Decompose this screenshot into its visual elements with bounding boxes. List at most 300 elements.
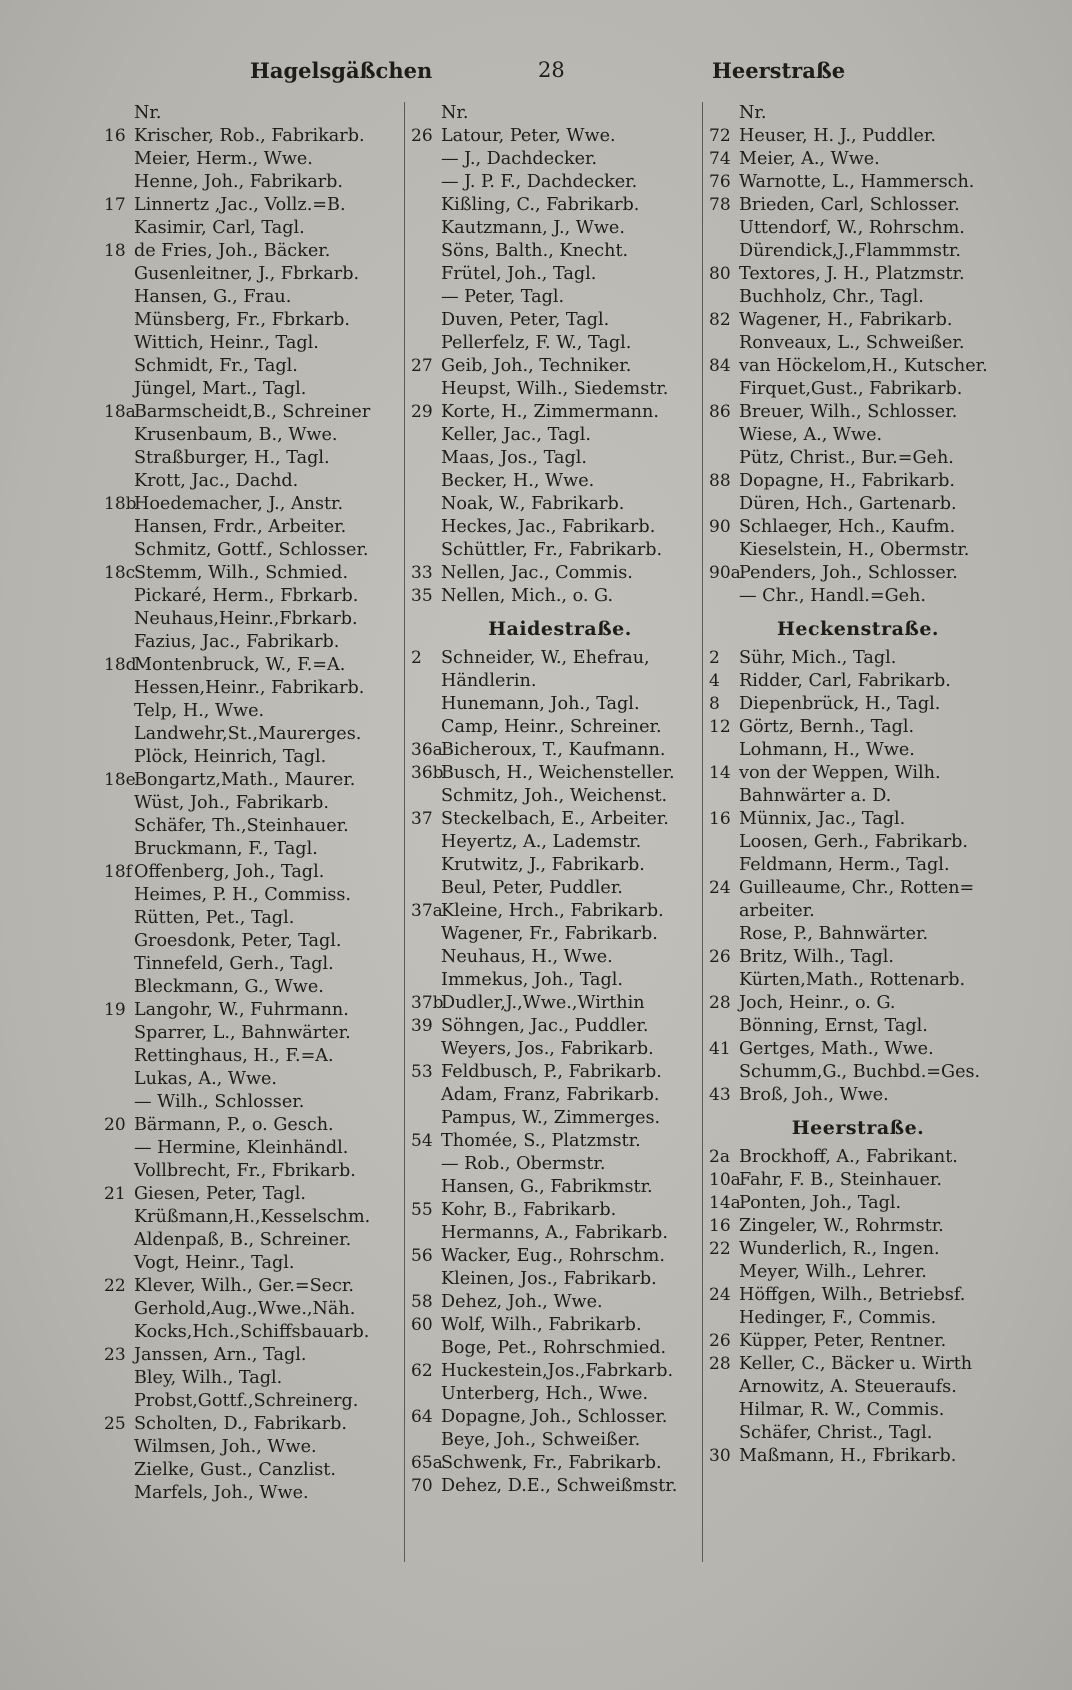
directory-entry bbox=[709, 762, 1007, 785]
resident-entry-text: — Wilh., Schlosser. bbox=[134, 1092, 305, 1112]
directory-entry bbox=[104, 1137, 404, 1160]
resident-entry-text: Schäfer, Christ., Tagl. bbox=[739, 1423, 933, 1443]
directory-entry bbox=[411, 470, 709, 493]
resident-entry-text: Küpper, Peter, Rentner. bbox=[739, 1331, 947, 1351]
directory-entry bbox=[709, 240, 1007, 263]
directory-entry bbox=[709, 670, 1007, 693]
resident-entry-text: Loosen, Gerh., Fabrikarb. bbox=[739, 832, 969, 852]
directory-entry bbox=[411, 923, 709, 946]
directory-entry bbox=[709, 355, 1007, 378]
resident-entry-text: Görtz, Bernh., Tagl. bbox=[739, 717, 915, 737]
directory-entry bbox=[411, 516, 709, 539]
resident-entry-text: Vollbrecht, Fr., Fbrikarb. bbox=[134, 1161, 356, 1181]
resident-entry-text: Wittich, Heinr., Tagl. bbox=[134, 333, 319, 353]
directory-entry bbox=[709, 1330, 1007, 1353]
directory-entry bbox=[709, 401, 1007, 424]
house-number: 39 bbox=[411, 1016, 433, 1036]
directory-entry bbox=[709, 1015, 1007, 1038]
resident-entry-text: Meier, Herm., Wwe. bbox=[134, 149, 313, 169]
house-number: 19 bbox=[104, 1000, 126, 1020]
directory-entry bbox=[411, 808, 709, 831]
resident-entry-text: Kißling, C., Fabrikarb. bbox=[441, 195, 640, 215]
directory-entry bbox=[104, 309, 404, 332]
resident-entry-text: Gertges, Math., Wwe. bbox=[739, 1039, 934, 1059]
resident-entry-text: — J., Dachdecker. bbox=[441, 149, 598, 169]
resident-entry-text: Bley, Wilh., Tagl. bbox=[134, 1368, 283, 1388]
resident-entry-text: Brockhoff, A., Fabrikant. bbox=[739, 1147, 958, 1167]
house-number: 30 bbox=[709, 1446, 731, 1466]
resident-entry-text: Langohr, W., Fuhrmann. bbox=[134, 1000, 349, 1020]
resident-entry-text: Feldmann, Herm., Tagl. bbox=[739, 855, 950, 875]
resident-entry-text: Söhngen, Jac., Puddler. bbox=[441, 1016, 649, 1036]
resident-entry-text: Wunderlich, R., Ingen. bbox=[739, 1239, 940, 1259]
resident-entry-text: Keller, Jac., Tagl. bbox=[441, 425, 591, 445]
house-number: 22 bbox=[709, 1239, 731, 1259]
house-number: 2a bbox=[709, 1147, 730, 1167]
directory-entry bbox=[709, 1238, 1007, 1261]
house-number: 4 bbox=[709, 671, 720, 691]
directory-entry bbox=[104, 1183, 404, 1206]
resident-entry-text: Söns, Balth., Knecht. bbox=[441, 241, 629, 261]
resident-entry-text: Schäfer, Th.,Steinhauer. bbox=[134, 816, 349, 836]
house-number: 74 bbox=[709, 149, 731, 169]
resident-entry-text: Groesdonk, Peter, Tagl. bbox=[134, 931, 342, 951]
resident-entry-text: Ronveaux, L., Schweißer. bbox=[739, 333, 965, 353]
column-1 bbox=[104, 102, 404, 1562]
resident-entry-text: Frütel, Joh., Tagl. bbox=[441, 264, 597, 284]
resident-entry-text: Kocks,Hch.,Schiffsbauarb. bbox=[134, 1322, 370, 1342]
directory-entry bbox=[104, 930, 404, 953]
resident-entry-text: Guilleaume, Chr., Rotten= bbox=[739, 878, 975, 898]
resident-entry-text: Becker, H., Wwe. bbox=[441, 471, 595, 491]
directory-entry bbox=[411, 1222, 709, 1245]
resident-entry-text: Keller, C., Bäcker u. Wirth bbox=[739, 1354, 973, 1374]
directory-entry bbox=[709, 102, 1007, 125]
directory-entry bbox=[104, 378, 404, 401]
resident-entry-text: Adam, Franz, Fabrikarb. bbox=[441, 1085, 660, 1105]
resident-entry-text: Kieselstein, H., Obermstr. bbox=[739, 540, 970, 560]
resident-entry-text: Bongartz,Math., Maurer. bbox=[134, 770, 356, 790]
directory-entry bbox=[104, 217, 404, 240]
directory-entry bbox=[411, 424, 709, 447]
resident-entry-text: Wagener, Fr., Fabrikarb. bbox=[441, 924, 658, 944]
resident-entry-text: van Höckelom,H., Kutscher. bbox=[739, 356, 988, 376]
directory-entry bbox=[411, 562, 709, 585]
directory-entry bbox=[709, 378, 1007, 401]
directory-entry bbox=[411, 693, 709, 716]
resident-entry-text: Lukas, A., Wwe. bbox=[134, 1069, 278, 1089]
resident-entry-text: Kasimir, Carl, Tagl. bbox=[134, 218, 305, 238]
resident-entry-text: Maas, Jos., Tagl. bbox=[441, 448, 587, 468]
directory-entry bbox=[709, 716, 1007, 739]
house-number: 16 bbox=[709, 809, 731, 829]
resident-entry-text: Sparrer, L., Bahnwärter. bbox=[134, 1023, 351, 1043]
directory-entry bbox=[709, 286, 1007, 309]
resident-entry-text: Pickaré, Herm., Fbrkarb. bbox=[134, 586, 359, 606]
resident-entry-text: Nellen, Mich., o. G. bbox=[441, 586, 614, 606]
resident-entry-text: Nr. bbox=[739, 103, 767, 123]
directory-entry bbox=[411, 1015, 709, 1038]
directory-entry bbox=[104, 401, 404, 424]
header-right-street: Heerstraße bbox=[712, 58, 846, 83]
house-number: 26 bbox=[411, 126, 433, 146]
resident-entry-text: Diepenbrück, H., Tagl. bbox=[739, 694, 941, 714]
directory-entry bbox=[709, 693, 1007, 716]
house-number: 78 bbox=[709, 195, 731, 215]
directory-entry bbox=[104, 1275, 404, 1298]
resident-entry-text: Arnowitz, A. Steueraufs. bbox=[739, 1377, 957, 1397]
directory-entry bbox=[709, 1445, 1007, 1468]
directory-entry bbox=[709, 148, 1007, 171]
house-number: 22 bbox=[104, 1276, 126, 1296]
directory-entry bbox=[411, 217, 709, 240]
house-number: 26 bbox=[709, 947, 731, 967]
resident-entry-text: Latour, Peter, Wwe. bbox=[441, 126, 616, 146]
resident-entry-text: Münsberg, Fr., Fbrkarb. bbox=[134, 310, 350, 330]
resident-entry-text: Probst,Gottf.,Schreinerg. bbox=[134, 1391, 359, 1411]
directory-entry bbox=[411, 1452, 709, 1475]
house-number: 62 bbox=[411, 1361, 433, 1381]
street-heading: Haidestraße. bbox=[488, 618, 632, 640]
house-number: 37b bbox=[411, 993, 444, 1013]
house-number: 90 bbox=[709, 517, 731, 537]
directory-entry bbox=[709, 424, 1007, 447]
resident-entry-text: Hansen, G., Frau. bbox=[134, 287, 292, 307]
resident-entry-text: Thomée, S., Platzmstr. bbox=[441, 1131, 641, 1151]
house-number: 25 bbox=[104, 1414, 126, 1434]
resident-entry-text: Schmitz, Joh., Weichenst. bbox=[441, 786, 668, 806]
directory-entry bbox=[411, 969, 709, 992]
directory-entry bbox=[411, 1383, 709, 1406]
directory-entry bbox=[104, 953, 404, 976]
directory-entry bbox=[709, 470, 1007, 493]
directory-entry bbox=[411, 946, 709, 969]
directory-entry bbox=[709, 647, 1007, 670]
directory-entry bbox=[709, 1084, 1007, 1107]
directory-entry bbox=[104, 1482, 404, 1505]
house-number: 24 bbox=[709, 878, 731, 898]
resident-entry-text: Hansen, Frdr., Arbeiter. bbox=[134, 517, 347, 537]
house-number: 18a bbox=[104, 402, 136, 422]
resident-entry-text: Giesen, Peter, Tagl. bbox=[134, 1184, 306, 1204]
resident-entry-text: Weyers, Jos., Fabrikarb. bbox=[441, 1039, 654, 1059]
directory-entry bbox=[411, 1130, 709, 1153]
house-number: 17 bbox=[104, 195, 126, 215]
house-number: 65a bbox=[411, 1453, 443, 1473]
resident-entry-text: Wacker, Eug., Rohrschm. bbox=[441, 1246, 665, 1266]
page-header bbox=[100, 58, 990, 92]
directory-entry bbox=[104, 907, 404, 930]
directory-entry bbox=[411, 716, 709, 739]
directory-entry bbox=[709, 1061, 1007, 1084]
house-number: 82 bbox=[709, 310, 731, 330]
directory-entry bbox=[411, 1475, 709, 1498]
resident-entry-text: Unterberg, Hch., Wwe. bbox=[441, 1384, 649, 1404]
resident-entry-text: Dopagne, H., Fabrikarb. bbox=[739, 471, 955, 491]
directory-entry bbox=[104, 1459, 404, 1482]
directory-entry bbox=[104, 332, 404, 355]
directory-entry bbox=[104, 148, 404, 171]
directory-entry bbox=[104, 1068, 404, 1091]
resident-entry-text: de Fries, Joh., Bäcker. bbox=[134, 241, 331, 261]
directory-entry bbox=[411, 831, 709, 854]
resident-entry-text: Neuhaus, H., Wwe. bbox=[441, 947, 613, 967]
directory-entry bbox=[104, 516, 404, 539]
resident-entry-text: Wüst, Joh., Fabrikarb. bbox=[134, 793, 329, 813]
resident-entry-text: — J. P. F., Dachdecker. bbox=[441, 172, 638, 192]
directory-entry bbox=[104, 1091, 404, 1114]
directory-entry bbox=[709, 1215, 1007, 1238]
resident-entry-text: Nr. bbox=[134, 103, 162, 123]
resident-entry-text: Kohr, B., Fabrikarb. bbox=[441, 1200, 617, 1220]
directory-entry bbox=[411, 263, 709, 286]
directory-entry bbox=[709, 1376, 1007, 1399]
directory-entry bbox=[709, 447, 1007, 470]
resident-entry-text: Beul, Peter, Puddler. bbox=[441, 878, 623, 898]
house-number: 18f bbox=[104, 862, 132, 882]
directory-entry bbox=[104, 125, 404, 148]
directory-entry bbox=[709, 854, 1007, 877]
house-number: 18 bbox=[104, 241, 126, 261]
directory-entry bbox=[411, 1268, 709, 1291]
directory-entry bbox=[104, 792, 404, 815]
resident-entry-text: Vogt, Heinr., Tagl. bbox=[134, 1253, 295, 1273]
house-number: 88 bbox=[709, 471, 731, 491]
directory-entry bbox=[104, 1206, 404, 1229]
directory-entry bbox=[104, 1114, 404, 1137]
resident-entry-text: Hoedemacher, J., Anstr. bbox=[134, 494, 344, 514]
directory-entry bbox=[411, 1153, 709, 1176]
resident-entry-text: Krutwitz, J., Fabrikarb. bbox=[441, 855, 645, 875]
house-number: 37a bbox=[411, 901, 443, 921]
directory-entry bbox=[104, 539, 404, 562]
directory-entry bbox=[709, 332, 1007, 355]
house-number: 14 bbox=[709, 763, 731, 783]
directory-entry bbox=[709, 585, 1007, 608]
resident-entry-text: Immekus, Joh., Tagl. bbox=[441, 970, 624, 990]
house-number: 36a bbox=[411, 740, 443, 760]
resident-entry-text: Barmscheidt,B., Schreiner bbox=[134, 402, 371, 422]
resident-entry-text: Maßmann, H., Fbrikarb. bbox=[739, 1446, 957, 1466]
directory-entry bbox=[411, 286, 709, 309]
directory-entry bbox=[709, 1038, 1007, 1061]
resident-entry-text: von der Weppen, Wilh. bbox=[739, 763, 941, 783]
directory-entry bbox=[104, 631, 404, 654]
directory-entry bbox=[709, 1353, 1007, 1376]
resident-entry-text: Gerhold,Aug.,Wwe.,Näh. bbox=[134, 1299, 356, 1319]
resident-entry-text: Scholten, D., Fabrikarb. bbox=[134, 1414, 347, 1434]
directory-entry bbox=[709, 171, 1007, 194]
resident-entry-text: Geib, Joh., Techniker. bbox=[441, 356, 632, 376]
resident-entry-text: Dehez, Joh., Wwe. bbox=[441, 1292, 603, 1312]
directory-entry bbox=[709, 1146, 1007, 1169]
resident-entry-text: Busch, H., Weichensteller. bbox=[441, 763, 675, 783]
resident-entry-text: Steckelbach, E., Arbeiter. bbox=[441, 809, 669, 829]
house-number: 2 bbox=[709, 648, 720, 668]
directory-entry bbox=[104, 976, 404, 999]
directory-entry bbox=[411, 1337, 709, 1360]
resident-entry-text: Hilmar, R. W., Commis. bbox=[739, 1400, 945, 1420]
resident-entry-text: arbeiter. bbox=[739, 901, 815, 921]
resident-entry-text: — Rob., Obermstr. bbox=[441, 1154, 606, 1174]
resident-entry-text: Montenbruck, W., F.=A. bbox=[134, 655, 346, 675]
house-number: 72 bbox=[709, 126, 731, 146]
resident-entry-text: Textores, J. H., Platzmstr. bbox=[739, 264, 965, 284]
resident-entry-text: Nellen, Jac., Commis. bbox=[441, 563, 633, 583]
house-number: 41 bbox=[709, 1039, 731, 1059]
directory-entry bbox=[104, 263, 404, 286]
resident-entry-text: Krusenbaum, B., Wwe. bbox=[134, 425, 338, 445]
directory-entry bbox=[411, 1107, 709, 1130]
directory-entry bbox=[411, 1061, 709, 1084]
directory-entry bbox=[104, 1160, 404, 1183]
house-number: 53 bbox=[411, 1062, 433, 1082]
directory-entry bbox=[104, 470, 404, 493]
house-number: 18c bbox=[104, 563, 136, 583]
directory-entry bbox=[709, 309, 1007, 332]
directory-entry bbox=[411, 194, 709, 217]
directory-entry bbox=[411, 739, 709, 762]
house-number: 24 bbox=[709, 1285, 731, 1305]
resident-entry-text: Krischer, Rob., Fabrikarb. bbox=[134, 126, 365, 146]
directory-entry bbox=[411, 854, 709, 877]
house-number: 18d bbox=[104, 655, 137, 675]
directory-entry bbox=[104, 1298, 404, 1321]
directory-entry bbox=[709, 1307, 1007, 1330]
directory-entry bbox=[104, 861, 404, 884]
resident-entry-text: Heimes, P. H., Commiss. bbox=[134, 885, 351, 905]
resident-entry-text: Klever, Wilh., Ger.=Secr. bbox=[134, 1276, 354, 1296]
house-number: 10a bbox=[709, 1170, 741, 1190]
resident-entry-text: Tinnefeld, Gerh., Tagl. bbox=[134, 954, 334, 974]
directory-entry bbox=[104, 1045, 404, 1068]
house-number: 26 bbox=[709, 1331, 731, 1351]
directory-entry bbox=[709, 1399, 1007, 1422]
directory-entry bbox=[104, 102, 404, 125]
resident-entry-text: Beye, Joh., Schweißer. bbox=[441, 1430, 641, 1450]
directory-entry bbox=[709, 1261, 1007, 1284]
resident-entry-text: Hunemann, Joh., Tagl. bbox=[441, 694, 640, 714]
page-number: 28 bbox=[538, 58, 565, 82]
resident-entry-text: Straßburger, H., Tagl. bbox=[134, 448, 330, 468]
resident-entry-text: Korte, H., Zimmermann. bbox=[441, 402, 659, 422]
directory-entry bbox=[104, 723, 404, 746]
resident-entry-text: Schlaeger, Hch., Kaufm. bbox=[739, 517, 956, 537]
directory-entry bbox=[411, 1176, 709, 1199]
house-number: 14a bbox=[709, 1193, 741, 1213]
directory-entry bbox=[411, 1199, 709, 1222]
resident-entry-text: Fazius, Jac., Fabrikarb. bbox=[134, 632, 340, 652]
directory-entry bbox=[709, 1169, 1007, 1192]
directory-entry bbox=[709, 969, 1007, 992]
directory-entry bbox=[411, 900, 709, 923]
directory-entry bbox=[104, 838, 404, 861]
directory-entry bbox=[104, 562, 404, 585]
resident-entry-text: Janssen, Arn., Tagl. bbox=[134, 1345, 307, 1365]
resident-entry-text: Kürten,Math., Rottenarb. bbox=[739, 970, 966, 990]
resident-entry-text: Bicheroux, T., Kaufmann. bbox=[441, 740, 666, 760]
resident-entry-text: Boge, Pet., Rohrschmied. bbox=[441, 1338, 667, 1358]
directory-entry bbox=[709, 1284, 1007, 1307]
house-number: 33 bbox=[411, 563, 433, 583]
directory-entry bbox=[104, 447, 404, 470]
resident-entry-text: Pampus, W., Zimmerges. bbox=[441, 1108, 661, 1128]
directory-entry bbox=[411, 762, 709, 785]
resident-entry-text: Pütz, Christ., Bur.=Geh. bbox=[739, 448, 954, 468]
street-heading: Heckenstraße. bbox=[776, 618, 940, 640]
resident-entry-text: Lohmann, H., Wwe. bbox=[739, 740, 915, 760]
directory-entry bbox=[104, 355, 404, 378]
directory-entry bbox=[104, 700, 404, 723]
resident-entry-text: Dopagne, Joh., Schlosser. bbox=[441, 1407, 668, 1427]
directory-entry bbox=[709, 808, 1007, 831]
house-number: 2 bbox=[411, 648, 422, 668]
resident-entry-text: Wilmsen, Joh., Wwe. bbox=[134, 1437, 317, 1457]
resident-entry-text: Dehez, D.E., Schweißmstr. bbox=[441, 1476, 678, 1496]
resident-entry-text: Hermanns, A., Fabrikarb. bbox=[441, 1223, 668, 1243]
house-number: 84 bbox=[709, 356, 731, 376]
house-number: 80 bbox=[709, 264, 731, 284]
resident-entry-text: Rütten, Pet., Tagl. bbox=[134, 908, 295, 928]
directory-entry bbox=[709, 1192, 1007, 1215]
resident-entry-text: Schmidt, Fr., Tagl. bbox=[134, 356, 298, 376]
directory-entry bbox=[709, 217, 1007, 240]
directory-entry bbox=[411, 125, 709, 148]
resident-entry-text: Krott, Jac., Dachd. bbox=[134, 471, 299, 491]
directory-entry bbox=[104, 1367, 404, 1390]
resident-entry-text: Schüttler, Fr., Fabrikarb. bbox=[441, 540, 663, 560]
directory-entry bbox=[411, 1406, 709, 1429]
directory-entry bbox=[411, 332, 709, 355]
directory-entry bbox=[709, 785, 1007, 808]
directory-entry bbox=[411, 539, 709, 562]
directory-entry bbox=[104, 1344, 404, 1367]
directory-entry bbox=[104, 1436, 404, 1459]
directory-entry bbox=[411, 992, 709, 1015]
resident-entry-text: Höffgen, Wilh., Betriebsf. bbox=[739, 1285, 966, 1305]
house-number: 76 bbox=[709, 172, 731, 192]
house-number: 54 bbox=[411, 1131, 433, 1151]
resident-entry-text: Buchholz, Chr., Tagl. bbox=[739, 287, 924, 307]
house-number: 21 bbox=[104, 1184, 126, 1204]
resident-entry-text: Sühr, Mich., Tagl. bbox=[739, 648, 897, 668]
resident-entry-text: Bleckmann, G., Wwe. bbox=[134, 977, 324, 997]
resident-entry-text: Broß, Joh., Wwe. bbox=[739, 1085, 889, 1105]
resident-entry-text: Aldenpaß, B., Schreiner. bbox=[134, 1230, 352, 1250]
directory-entry bbox=[104, 424, 404, 447]
directory-entry bbox=[104, 884, 404, 907]
resident-entry-text: Ridder, Carl, Fabrikarb. bbox=[739, 671, 951, 691]
resident-entry-text: Feldbusch, P., Fabrikarb. bbox=[441, 1062, 662, 1082]
resident-entry-text: Schumm,G., Buchbd.=Ges. bbox=[739, 1062, 981, 1082]
house-number: 28 bbox=[709, 993, 731, 1013]
directory-entry bbox=[709, 263, 1007, 286]
directory-entry bbox=[104, 654, 404, 677]
resident-entry-text: Warnotte, L., Hammersch. bbox=[739, 172, 975, 192]
directory-entry bbox=[411, 1360, 709, 1383]
directory-entry bbox=[411, 102, 709, 125]
resident-entry-text: Gusenleitner, J., Fbrkarb. bbox=[134, 264, 360, 284]
directory-entry bbox=[411, 1291, 709, 1314]
directory-entry bbox=[104, 815, 404, 838]
resident-entry-text: Schwenk, Fr., Fabrikarb. bbox=[441, 1453, 662, 1473]
house-number: 16 bbox=[104, 126, 126, 146]
directory-entry bbox=[411, 1038, 709, 1061]
directory-entry bbox=[104, 240, 404, 263]
resident-entry-text: Jüngel, Mart., Tagl. bbox=[134, 379, 307, 399]
directory-entry bbox=[104, 769, 404, 792]
resident-entry-text: Linnertz ,Jac., Vollz.=B. bbox=[134, 195, 346, 215]
